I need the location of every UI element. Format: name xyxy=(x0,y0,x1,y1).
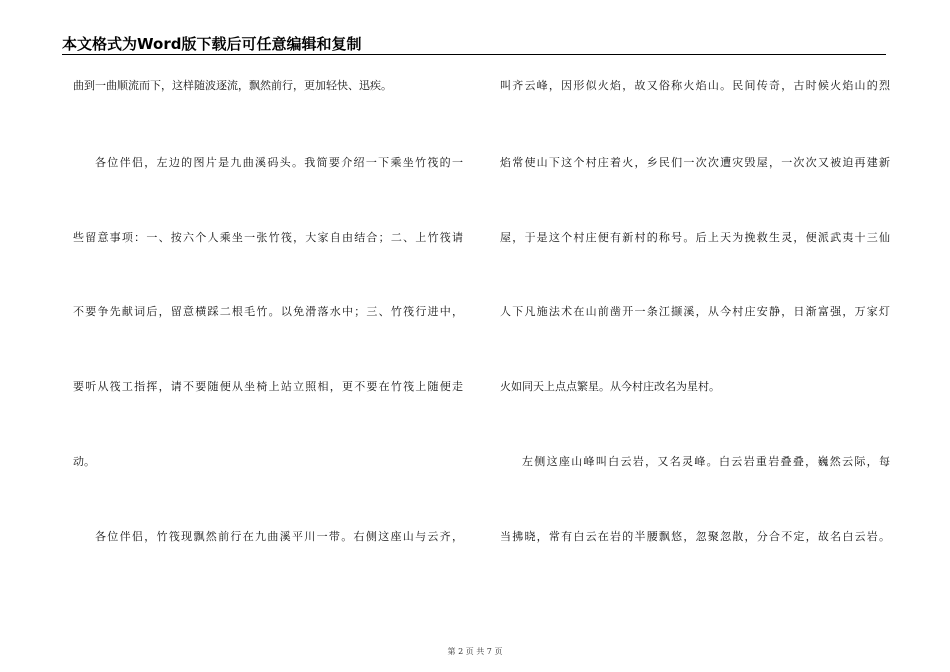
document-title: 本文格式为Word版下载后可任意编辑和复制 xyxy=(62,35,362,53)
page-number: 第 2 页 共 7 页 xyxy=(447,647,503,656)
text-line: 火如同天上点点繁星。从今村庄改名为星村。 xyxy=(500,380,720,393)
text-line: 各位伴侣，左边的图片是九曲溪码头。我简要介绍一下乘坐竹筏的一 xyxy=(95,156,463,169)
text-line: 不要争先献词后，留意横踩二根毛竹。以免滑落水中；三、竹筏行进中， xyxy=(73,305,463,318)
text-line: 要听从筏工指挥，请不要随便从坐椅上站立照相，更不要在竹筏上随便走 xyxy=(73,380,463,393)
text-line: 人下凡施法术在山前凿开一条江撷溪，从今村庄安静，日渐富强，万家灯 xyxy=(500,305,890,318)
text-line: 屋，于是这个村庄便有新村的称号。后上天为挽救生灵，便派武夷十三仙 xyxy=(500,231,890,244)
text-line: 动。 xyxy=(73,455,95,468)
text-line: 各位伴侣，竹筏现飘然前行在九曲溪平川一带。右侧这座山与云齐， xyxy=(95,530,463,543)
text-line: 左侧这座山峰叫白云岩，又名灵峰。白云岩重岩叠叠，巍然云际，每 xyxy=(522,455,890,468)
text-line: 曲到一曲顺流而下，这样随波逐流，飘然前行，更加轻快、迅疾。 xyxy=(73,79,392,92)
text-line: 焰常使山下这个村庄着火，乡民们一次次遭灾毁屋，一次次又被迫再建新 xyxy=(500,156,890,169)
text-line: 叫齐云峰，因形似火焰，故又俗称火焰山。民间传奇，古时候火焰山的烈 xyxy=(500,79,890,92)
text-line: 些留意事项：一、按六个人乘坐一张竹筏，大家自由结合；二、上竹筏请 xyxy=(73,231,463,244)
text-line: 当拂晓，常有白云在岩的半腰飘悠，忽聚忽散，分合不定，故名白云岩。 xyxy=(500,530,890,543)
header-divider xyxy=(62,54,886,55)
